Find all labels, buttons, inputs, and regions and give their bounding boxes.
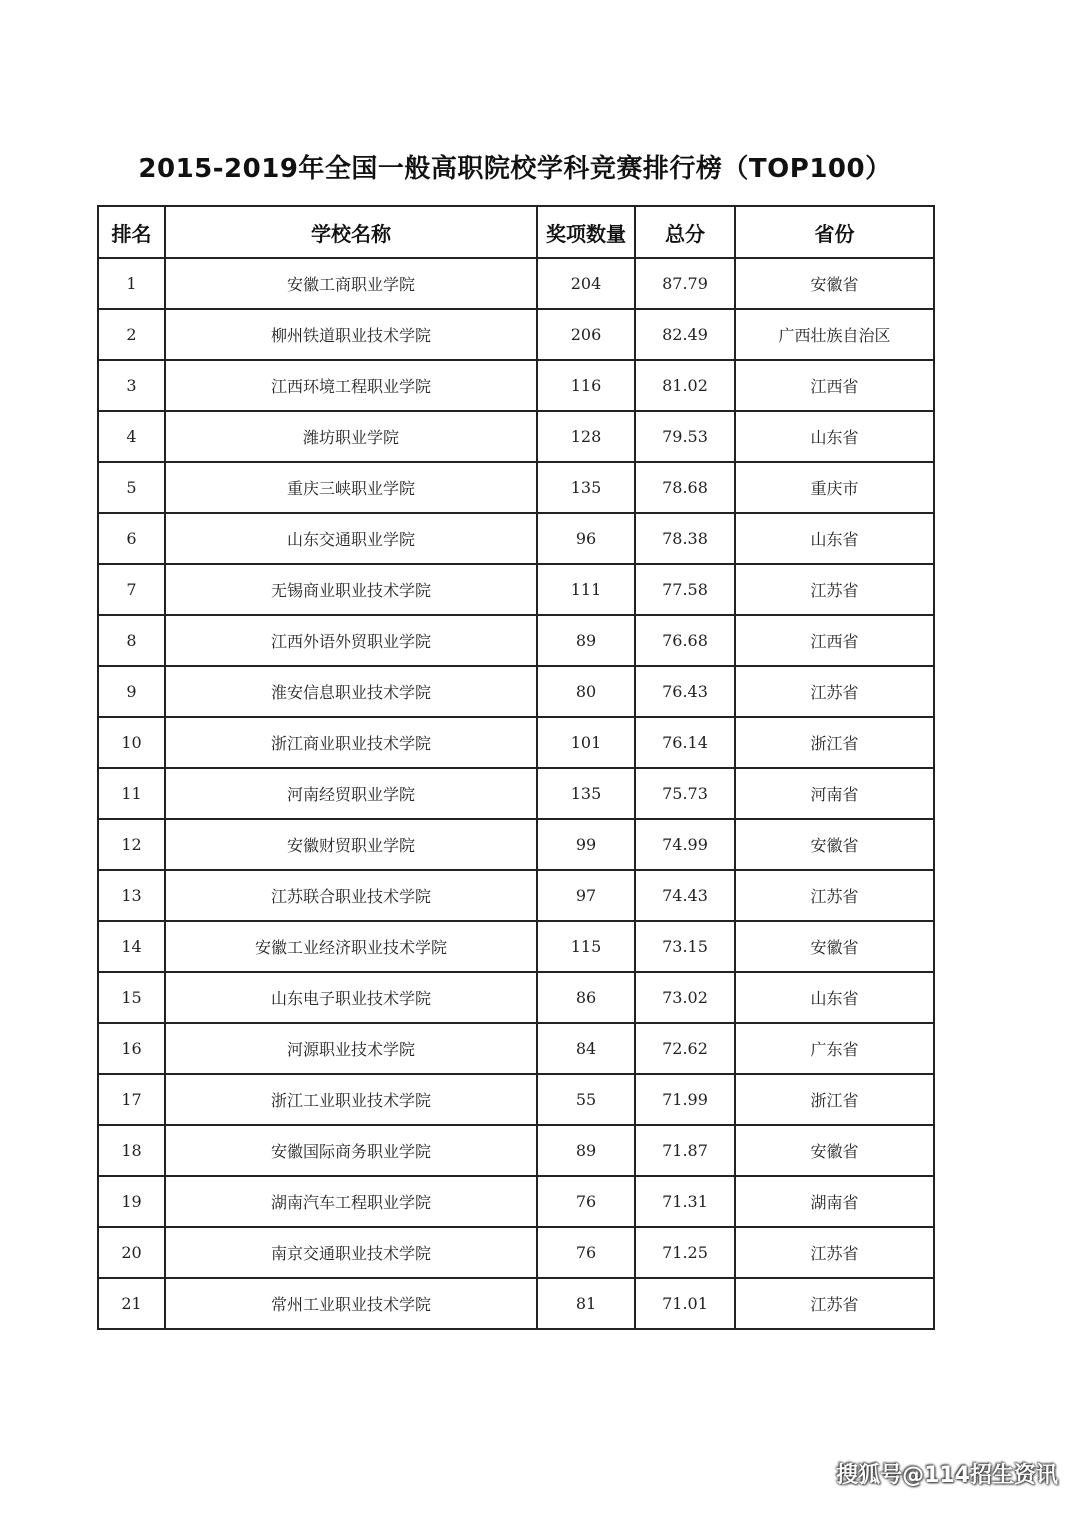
cell-province: 江西省 bbox=[735, 360, 934, 411]
table-row bbox=[98, 1125, 934, 1176]
cell-province: 江苏省 bbox=[735, 666, 934, 717]
cell-rank: 19 bbox=[98, 1176, 165, 1227]
cell-score: 73.15 bbox=[635, 921, 735, 972]
cell-rank: 8 bbox=[98, 615, 165, 666]
cell-rank: 13 bbox=[98, 870, 165, 921]
table-row bbox=[98, 513, 934, 564]
cell-awards: 55 bbox=[537, 1074, 635, 1125]
cell-score: 75.73 bbox=[635, 768, 735, 819]
cell-school: 浙江工业职业技术学院 bbox=[165, 1074, 537, 1125]
cell-school: 常州工业职业技术学院 bbox=[165, 1278, 537, 1329]
table-row bbox=[98, 1074, 934, 1125]
cell-awards: 206 bbox=[537, 309, 635, 360]
cell-score: 74.43 bbox=[635, 870, 735, 921]
table-row bbox=[98, 411, 934, 462]
cell-awards: 89 bbox=[537, 615, 635, 666]
table-row bbox=[98, 768, 934, 819]
cell-awards: 80 bbox=[537, 666, 635, 717]
cell-school: 江西外语外贸职业学院 bbox=[165, 615, 537, 666]
header-score: 总分 bbox=[635, 206, 735, 258]
page-title: 2015-2019年全国一般高职院校学科竞赛排行榜（TOP100） bbox=[138, 154, 892, 184]
cell-awards: 116 bbox=[537, 360, 635, 411]
header-awards: 奖项数量 bbox=[537, 206, 635, 258]
cell-score: 76.14 bbox=[635, 717, 735, 768]
cell-awards: 115 bbox=[537, 921, 635, 972]
table-row bbox=[98, 309, 934, 360]
cell-school: 浙江商业职业技术学院 bbox=[165, 717, 537, 768]
cell-rank: 6 bbox=[98, 513, 165, 564]
table-row bbox=[98, 1278, 934, 1329]
cell-school: 安徽工商职业学院 bbox=[165, 258, 537, 309]
cell-province: 山东省 bbox=[735, 972, 934, 1023]
cell-province: 广东省 bbox=[735, 1023, 934, 1074]
cell-school: 安徽国际商务职业学院 bbox=[165, 1125, 537, 1176]
cell-school: 江西环境工程职业学院 bbox=[165, 360, 537, 411]
cell-rank: 11 bbox=[98, 768, 165, 819]
cell-awards: 81 bbox=[537, 1278, 635, 1329]
cell-score: 71.87 bbox=[635, 1125, 735, 1176]
cell-school: 安徽工业经济职业技术学院 bbox=[165, 921, 537, 972]
cell-school: 南京交通职业技术学院 bbox=[165, 1227, 537, 1278]
table-row bbox=[98, 1227, 934, 1278]
cell-score: 73.02 bbox=[635, 972, 735, 1023]
cell-awards: 128 bbox=[537, 411, 635, 462]
cell-province: 安徽省 bbox=[735, 1125, 934, 1176]
cell-province: 江西省 bbox=[735, 615, 934, 666]
table-row bbox=[98, 462, 934, 513]
cell-score: 71.31 bbox=[635, 1176, 735, 1227]
cell-score: 77.58 bbox=[635, 564, 735, 615]
cell-score: 76.43 bbox=[635, 666, 735, 717]
cell-province: 安徽省 bbox=[735, 921, 934, 972]
cell-score: 71.01 bbox=[635, 1278, 735, 1329]
cell-awards: 76 bbox=[537, 1227, 635, 1278]
cell-rank: 9 bbox=[98, 666, 165, 717]
cell-score: 78.38 bbox=[635, 513, 735, 564]
cell-school: 重庆三峡职业学院 bbox=[165, 462, 537, 513]
cell-rank: 18 bbox=[98, 1125, 165, 1176]
cell-province: 湖南省 bbox=[735, 1176, 934, 1227]
cell-awards: 76 bbox=[537, 1176, 635, 1227]
cell-school: 淮安信息职业技术学院 bbox=[165, 666, 537, 717]
cell-awards: 101 bbox=[537, 717, 635, 768]
cell-province: 山东省 bbox=[735, 411, 934, 462]
header-rank: 排名 bbox=[98, 206, 165, 258]
cell-awards: 135 bbox=[537, 462, 635, 513]
cell-province: 江苏省 bbox=[735, 870, 934, 921]
table-row bbox=[98, 819, 934, 870]
cell-province: 广西壮族自治区 bbox=[735, 309, 934, 360]
cell-score: 79.53 bbox=[635, 411, 735, 462]
cell-awards: 204 bbox=[537, 258, 635, 309]
cell-score: 87.79 bbox=[635, 258, 735, 309]
table-header-row bbox=[98, 206, 934, 258]
cell-school: 河南经贸职业学院 bbox=[165, 768, 537, 819]
cell-score: 78.68 bbox=[635, 462, 735, 513]
cell-province: 山东省 bbox=[735, 513, 934, 564]
cell-awards: 99 bbox=[537, 819, 635, 870]
cell-province: 重庆市 bbox=[735, 462, 934, 513]
table-row bbox=[98, 921, 934, 972]
cell-score: 72.62 bbox=[635, 1023, 735, 1074]
cell-awards: 89 bbox=[537, 1125, 635, 1176]
table-row bbox=[98, 360, 934, 411]
cell-school: 无锡商业职业技术学院 bbox=[165, 564, 537, 615]
table-row bbox=[98, 666, 934, 717]
cell-score: 82.49 bbox=[635, 309, 735, 360]
cell-rank: 20 bbox=[98, 1227, 165, 1278]
cell-rank: 15 bbox=[98, 972, 165, 1023]
cell-rank: 16 bbox=[98, 1023, 165, 1074]
cell-score: 76.68 bbox=[635, 615, 735, 666]
watermark: 搜狐号@114招生资讯 bbox=[836, 1463, 1058, 1488]
cell-province: 江苏省 bbox=[735, 1227, 934, 1278]
cell-school: 柳州铁道职业技术学院 bbox=[165, 309, 537, 360]
cell-rank: 1 bbox=[98, 258, 165, 309]
cell-school: 河源职业技术学院 bbox=[165, 1023, 537, 1074]
cell-awards: 96 bbox=[537, 513, 635, 564]
table-row bbox=[98, 615, 934, 666]
cell-rank: 12 bbox=[98, 819, 165, 870]
cell-school: 山东交通职业学院 bbox=[165, 513, 537, 564]
cell-score: 74.99 bbox=[635, 819, 735, 870]
table-row bbox=[98, 870, 934, 921]
cell-province: 江苏省 bbox=[735, 1278, 934, 1329]
cell-awards: 97 bbox=[537, 870, 635, 921]
table-row bbox=[98, 1023, 934, 1074]
cell-rank: 5 bbox=[98, 462, 165, 513]
cell-rank: 4 bbox=[98, 411, 165, 462]
header-school: 学校名称 bbox=[165, 206, 537, 258]
cell-rank: 17 bbox=[98, 1074, 165, 1125]
cell-rank: 3 bbox=[98, 360, 165, 411]
cell-awards: 111 bbox=[537, 564, 635, 615]
cell-awards: 86 bbox=[537, 972, 635, 1023]
cell-score: 81.02 bbox=[635, 360, 735, 411]
cell-rank: 2 bbox=[98, 309, 165, 360]
table-row bbox=[98, 717, 934, 768]
cell-province: 安徽省 bbox=[735, 819, 934, 870]
header-province: 省份 bbox=[735, 206, 934, 258]
table-row bbox=[98, 564, 934, 615]
cell-school: 潍坊职业学院 bbox=[165, 411, 537, 462]
cell-rank: 14 bbox=[98, 921, 165, 972]
cell-province: 浙江省 bbox=[735, 717, 934, 768]
ranking-table bbox=[97, 205, 935, 1330]
cell-school: 山东电子职业技术学院 bbox=[165, 972, 537, 1023]
cell-province: 河南省 bbox=[735, 768, 934, 819]
cell-score: 71.25 bbox=[635, 1227, 735, 1278]
cell-province: 江苏省 bbox=[735, 564, 934, 615]
cell-awards: 84 bbox=[537, 1023, 635, 1074]
cell-province: 安徽省 bbox=[735, 258, 934, 309]
table-row bbox=[98, 258, 934, 309]
cell-awards: 135 bbox=[537, 768, 635, 819]
cell-school: 湖南汽车工程职业学院 bbox=[165, 1176, 537, 1227]
cell-rank: 7 bbox=[98, 564, 165, 615]
table-row bbox=[98, 972, 934, 1023]
table-body bbox=[98, 258, 934, 1329]
cell-province: 浙江省 bbox=[735, 1074, 934, 1125]
cell-school: 安徽财贸职业学院 bbox=[165, 819, 537, 870]
cell-school: 江苏联合职业技术学院 bbox=[165, 870, 537, 921]
cell-rank: 10 bbox=[98, 717, 165, 768]
cell-score: 71.99 bbox=[635, 1074, 735, 1125]
table-row bbox=[98, 1176, 934, 1227]
cell-rank: 21 bbox=[98, 1278, 165, 1329]
